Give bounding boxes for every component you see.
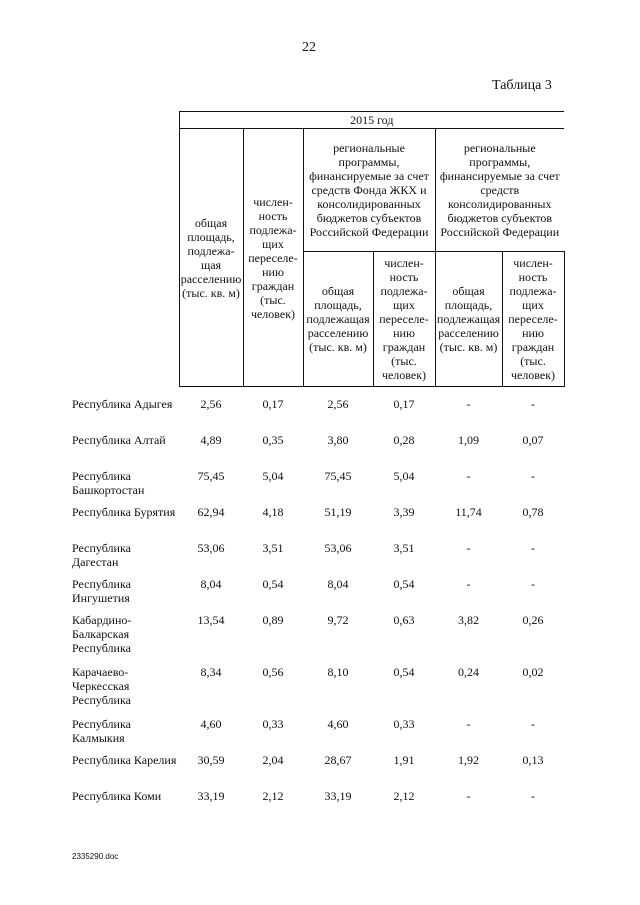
total-area-header: общая площадь, подлежащая расселению (тыс. кв. м) bbox=[179, 129, 243, 387]
fund-area-header: общая площадь, подлежащая расселению (тыс. кв. м) bbox=[303, 252, 373, 387]
table-row bbox=[72, 577, 564, 613]
region-name-cell: Карачаево-Черкесская Республика bbox=[72, 665, 131, 707]
page-number: 22 bbox=[302, 40, 316, 55]
table-row bbox=[72, 717, 564, 753]
value-cell-fund-area: 8,04 bbox=[327, 577, 349, 591]
fund-group-header: региональные программы, финансируемые за счет средств Фонда ЖКХ и консолидированных бюджетов субъектов Российской Федерации bbox=[303, 129, 435, 252]
value-cell-reg-area: 1,92 bbox=[458, 753, 479, 767]
table-row bbox=[72, 541, 564, 577]
table-row bbox=[72, 397, 564, 433]
value-cell-fund-people: 0,33 bbox=[393, 717, 415, 731]
value-cell-fund-people: 0,17 bbox=[393, 397, 415, 411]
value-cell-fund-area: 2,56 bbox=[327, 397, 349, 411]
value-cell-total-area: 8,34 bbox=[200, 665, 222, 679]
region-name-cell: Республика Адыгея bbox=[72, 397, 173, 411]
value-cell-total-area: 75,45 bbox=[197, 469, 225, 483]
footer-filename: 2335290.doc bbox=[72, 852, 119, 861]
value-cell-reg-people: 0,26 bbox=[522, 613, 544, 627]
value-cell-total-area: 4,60 bbox=[200, 717, 222, 731]
value-cell-reg-area: 1,09 bbox=[458, 433, 479, 447]
value-cell-fund-area: 28,67 bbox=[324, 753, 352, 767]
value-cell-total-people: 0,33 bbox=[262, 717, 284, 731]
value-cell-reg-people: 0,02 bbox=[522, 665, 544, 679]
value-cell-total-people: 0,54 bbox=[262, 577, 284, 591]
regional-area-header: общая площадь, подлежащая расселению (тыс. кв. м) bbox=[435, 252, 502, 387]
value-cell-total-area: 13,54 bbox=[197, 613, 225, 627]
value-cell-total-people: 2,12 bbox=[262, 789, 284, 803]
table-header bbox=[72, 111, 565, 387]
value-cell-fund-area: 51,19 bbox=[324, 505, 352, 519]
value-cell-reg-area: - bbox=[466, 717, 471, 731]
value-cell-fund-people: 2,12 bbox=[393, 789, 415, 803]
value-cell-reg-area: - bbox=[466, 397, 471, 411]
table-row bbox=[72, 789, 564, 825]
value-cell-reg-area: 3,82 bbox=[458, 613, 479, 627]
region-name-cell: Республика Бурятия bbox=[72, 505, 176, 519]
total-people-header: численность подлежащих переселению граждан (тыс. человек) bbox=[243, 129, 303, 387]
value-cell-reg-area: - bbox=[466, 789, 471, 803]
data-table bbox=[72, 397, 564, 825]
value-cell-fund-people: 0,28 bbox=[393, 433, 415, 447]
value-cell-total-people: 0,89 bbox=[262, 613, 284, 627]
region-name-cell: Республика Коми bbox=[72, 789, 162, 803]
value-cell-fund-people: 3,51 bbox=[393, 541, 415, 555]
value-cell-total-people: 0,56 bbox=[262, 665, 284, 679]
value-cell-total-people: 3,51 bbox=[262, 541, 284, 555]
table-caption: Таблица 3 bbox=[492, 78, 552, 93]
value-cell-reg-area: 0,24 bbox=[458, 665, 479, 679]
value-cell-reg-area: - bbox=[466, 577, 471, 591]
value-cell-fund-area: 9,72 bbox=[327, 613, 349, 627]
value-cell-fund-people: 5,04 bbox=[393, 469, 415, 483]
value-cell-reg-area: 11,74 bbox=[455, 505, 482, 519]
value-cell-reg-people: - bbox=[531, 397, 535, 411]
value-cell-reg-area: - bbox=[466, 541, 471, 555]
table-row bbox=[72, 613, 564, 665]
value-cell-total-area: 62,94 bbox=[197, 505, 225, 519]
value-cell-reg-people: - bbox=[531, 577, 535, 591]
region-name-cell: Республика Ингушетия bbox=[72, 577, 131, 605]
value-cell-total-area: 8,04 bbox=[200, 577, 222, 591]
table-row bbox=[72, 505, 564, 541]
value-cell-total-people: 0,17 bbox=[262, 397, 284, 411]
table-row bbox=[72, 665, 564, 717]
fund-people-header: численность подлежащих переселению граждан (тыс. человек) bbox=[373, 252, 435, 387]
regional-group-header: региональные программы, финансируемые за счет средств консолидированных бюджетов субъектов Российской Федерации bbox=[435, 129, 564, 252]
region-name-cell: Республика Алтай bbox=[72, 433, 166, 447]
value-cell-fund-people: 1,91 bbox=[393, 753, 415, 767]
region-name-cell: Республика Карелия bbox=[72, 753, 177, 767]
value-cell-total-area: 33,19 bbox=[197, 789, 225, 803]
region-header-cell bbox=[72, 112, 179, 387]
value-cell-total-area: 53,06 bbox=[197, 541, 225, 555]
value-cell-reg-people: 0,13 bbox=[522, 753, 544, 767]
value-cell-total-area: 30,59 bbox=[197, 753, 225, 767]
region-name-cell: Республика Башкортостан bbox=[72, 469, 145, 497]
value-cell-reg-people: - bbox=[531, 469, 535, 483]
value-cell-total-people: 4,18 bbox=[262, 505, 284, 519]
value-cell-total-area: 2,56 bbox=[200, 397, 222, 411]
value-cell-reg-people: 0,07 bbox=[522, 433, 544, 447]
value-cell-reg-people: - bbox=[531, 541, 535, 555]
value-cell-reg-people: - bbox=[531, 789, 535, 803]
table-row bbox=[72, 469, 564, 505]
year-header: 2015 год bbox=[179, 112, 564, 129]
value-cell-reg-people: - bbox=[531, 717, 535, 731]
value-cell-fund-people: 0,54 bbox=[393, 577, 415, 591]
value-cell-total-people: 0,35 bbox=[262, 433, 284, 447]
table-row bbox=[72, 753, 564, 789]
region-name-cell: Кабардино-Балкарская Республика bbox=[72, 613, 132, 655]
value-cell-fund-area: 75,45 bbox=[324, 469, 352, 483]
value-cell-fund-area: 3,80 bbox=[327, 433, 349, 447]
value-cell-fund-people: 0,54 bbox=[393, 665, 415, 679]
value-cell-fund-area: 4,60 bbox=[327, 717, 349, 731]
table-row bbox=[72, 433, 564, 469]
value-cell-total-people: 2,04 bbox=[262, 753, 284, 767]
value-cell-fund-people: 3,39 bbox=[393, 505, 415, 519]
region-name-cell: Республика Дагестан bbox=[72, 541, 131, 569]
value-cell-total-area: 4,89 bbox=[200, 433, 222, 447]
value-cell-fund-area: 8,10 bbox=[327, 665, 349, 679]
value-cell-fund-people: 0,63 bbox=[393, 613, 415, 627]
regional-people-header: численность подлежащих переселению граждан (тыс. человек) bbox=[502, 252, 564, 387]
region-name-cell: Республика Калмыкия bbox=[72, 717, 131, 745]
value-cell-reg-area: - bbox=[466, 469, 471, 483]
value-cell-fund-area: 53,06 bbox=[324, 541, 352, 555]
value-cell-fund-area: 33,19 bbox=[324, 789, 352, 803]
value-cell-total-people: 5,04 bbox=[262, 469, 284, 483]
value-cell-reg-people: 0,78 bbox=[522, 505, 544, 519]
